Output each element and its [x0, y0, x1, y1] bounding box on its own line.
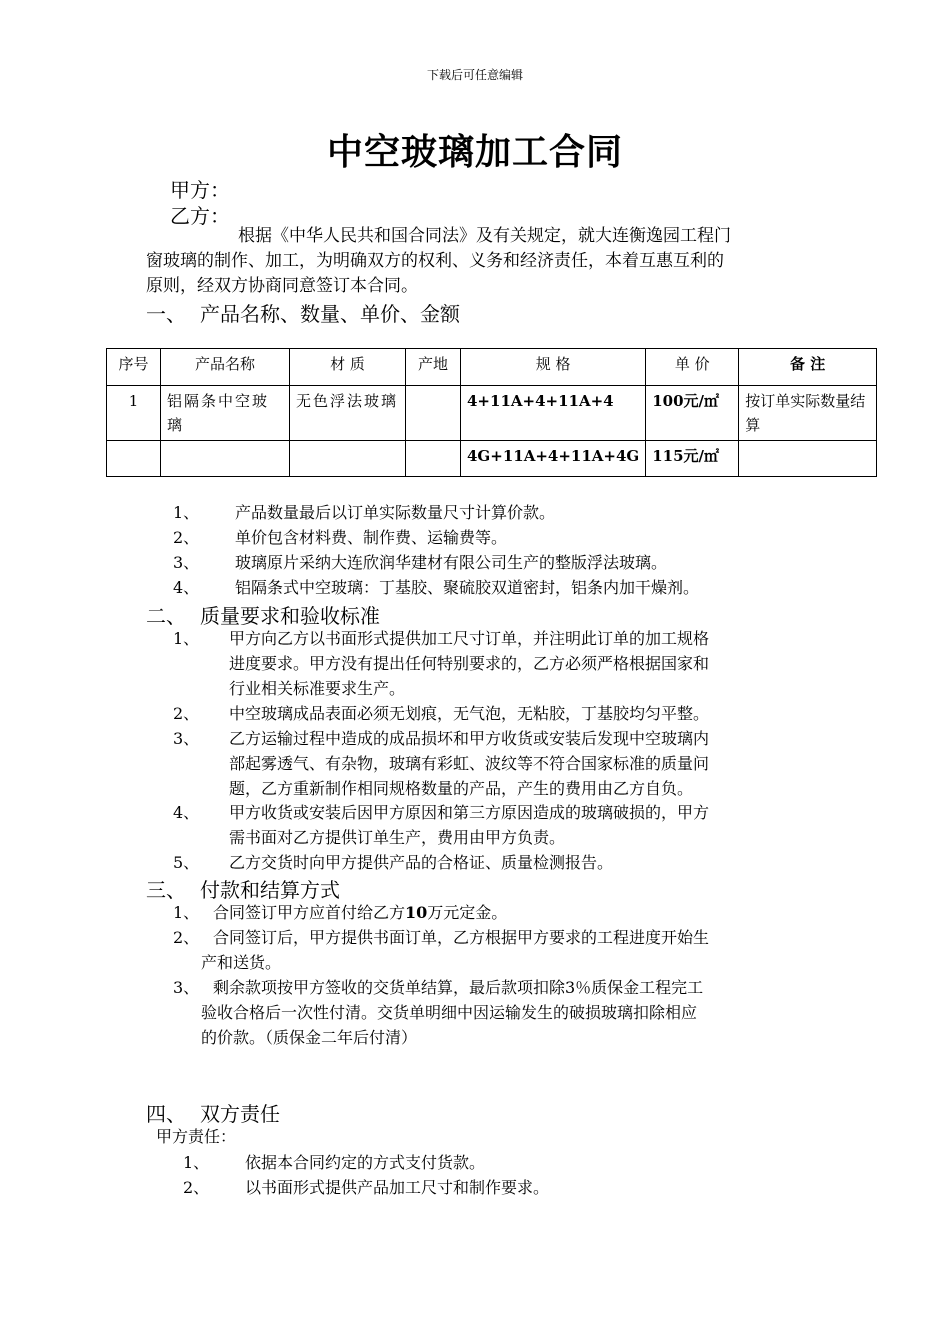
list-item-text: 单价包含材料费、制作费、运输费等。 — [235, 528, 508, 547]
deposit-text-post: 万元定金。 — [427, 903, 508, 922]
list-item-text — [213, 900, 507, 925]
list-item-text: 产品数量最后以订单实际数量尺寸计算价款。 — [235, 503, 556, 522]
list-item-number: 1、 — [173, 629, 200, 648]
cell-product: 铝隔条中空玻璃 — [161, 386, 290, 441]
list-item-text: 中空玻璃成品表面必须无划痕，无气泡，无粘胶，丁基胶均匀平整。 — [229, 704, 710, 723]
cell-index: 1 — [107, 386, 161, 441]
list-item-number: 3、 — [173, 729, 200, 748]
col-header-price: 单 价 — [646, 349, 739, 386]
list-item-number: 1、 — [173, 903, 200, 922]
list-item-number: 2、 — [173, 528, 200, 547]
cell-spec: 4+11A+4+11A+4 — [461, 386, 646, 441]
table-row — [107, 441, 877, 477]
table-row — [107, 386, 877, 441]
cell-product — [161, 441, 290, 477]
list-item-text: 行业相关标准要求生产。 — [229, 679, 406, 698]
list-item-number: 1、 — [183, 1153, 210, 1172]
intro-line-3: 原则，经双方协商同意签订本合同。 — [146, 276, 418, 296]
list-item-text: 题，乙方重新制作相同规格数量的产品，产生的费用由乙方自负。 — [229, 779, 694, 798]
cell-index — [107, 441, 161, 477]
section-2-number: 二、 — [146, 604, 186, 628]
section-4-title: 双方责任 — [200, 1102, 280, 1126]
col-header-remark: 备 注 — [739, 349, 877, 386]
list-item-text: 乙方交货时向甲方提供产品的合格证、质量检测报告。 — [229, 853, 614, 872]
list-item-text: 验收合格后一次性付清。交货单明细中因运输发生的破损玻璃扣除相应 — [201, 1003, 698, 1022]
intro-line-1: 根据《中华人民共和国合同法》及有关规定，就大连衡逸园工程门 — [238, 226, 731, 246]
party-b-label: 乙方： — [170, 204, 230, 228]
cell-material: 无色浮法玻璃 — [290, 386, 406, 441]
list-item-text: 铝隔条式中空玻璃：丁基胶、聚硫胶双道密封，铝条内加干燥剂。 — [235, 578, 700, 597]
list-item-number: 3、 — [173, 553, 200, 572]
cell-price: 100元/㎡ — [646, 386, 739, 441]
list-item-number: 2、 — [183, 1178, 210, 1197]
cell-material — [290, 441, 406, 477]
list-item — [173, 525, 873, 550]
col-header-origin: 产地 — [406, 349, 461, 386]
section-3-number: 三、 — [146, 878, 186, 902]
list-item-text: 玻璃原片采纳大连欣润华建材有限公司生产的整版浮法玻璃。 — [235, 553, 668, 572]
list-item-text: 乙方运输过程中造成的成品损坏和甲方收货或安装后发现中空玻璃内 — [229, 729, 710, 748]
header-note: 下载后可任意编辑 — [426, 68, 523, 82]
cell-price: 115元/㎡ — [646, 441, 739, 477]
party-a-duty-label: 甲方责任： — [156, 1127, 237, 1146]
list-item-text: 的价款。（质保金二年后付清） — [201, 1028, 418, 1047]
deposit-amount: 10 — [405, 903, 428, 922]
cell-remark: 按订单实际数量结算 — [739, 386, 877, 441]
col-header-spec: 规 格 — [461, 349, 646, 386]
product-table — [106, 348, 877, 477]
list-item-text: 剩余款项按甲方签收的交货单结算，最后款项扣除3％质保金工程完工 — [213, 978, 704, 997]
section-2-title: 质量要求和验收标准 — [200, 604, 380, 628]
list-item-number: 4、 — [173, 578, 200, 597]
list-item-number: 5、 — [173, 853, 200, 872]
list-item-text: 依据本合同约定的方式支付货款。 — [245, 1153, 486, 1172]
list-item-text: 进度要求。甲方没有提出任何特别要求的，乙方必须严格根据国家和 — [229, 654, 710, 673]
list-item-number: 2、 — [173, 704, 200, 723]
col-header-product: 产品名称 — [161, 349, 290, 386]
deposit-text-pre: 合同签订甲方应首付给乙方 — [213, 903, 406, 922]
section-1-title: 产品名称、数量、单价、金额 — [200, 302, 460, 326]
party-a-label: 甲方： — [170, 178, 230, 202]
section-4-number: 四、 — [146, 1102, 186, 1126]
list-item-text: 甲方收货或安装后因甲方原因和第三方原因造成的玻璃破损的，甲方 — [229, 803, 710, 822]
document-title: 中空玻璃加工合同 — [326, 131, 623, 173]
cell-remark — [739, 441, 877, 477]
list-item-text: 以书面形式提供产品加工尺寸和制作要求。 — [245, 1178, 550, 1197]
list-item-text: 需书面对乙方提供订单生产，费用由甲方负责。 — [229, 828, 566, 847]
col-header-index: 序号 — [107, 349, 161, 386]
list-item-number: 4、 — [173, 803, 200, 822]
cell-spec: 4G+11A+4+11A+4G — [461, 441, 646, 477]
section-3-title: 付款和结算方式 — [200, 878, 340, 902]
list-item-text: 部起雾透气、有杂物，玻璃有彩虹、波纹等不符合国家标准的质量问 — [229, 754, 710, 773]
list-item-text: 产和送货。 — [201, 953, 282, 972]
list-item-text: 甲方向乙方以书面形式提供加工尺寸订单，并注明此订单的加工规格 — [229, 629, 710, 648]
col-header-material: 材 质 — [290, 349, 406, 386]
list-item — [173, 550, 873, 575]
intro-line-2: 窗玻璃的制作、加工，为明确双方的权利、义务和经济责任，本着互惠互利的 — [146, 251, 724, 271]
list-item-number: 1、 — [173, 503, 200, 522]
list-item-number: 2、 — [173, 928, 200, 947]
list-item — [173, 575, 873, 600]
table-header-row — [107, 349, 877, 386]
list-item-text: 合同签订后，甲方提供书面订单，乙方根据甲方要求的工程进度开始生 — [213, 928, 710, 947]
section-1-number: 一、 — [146, 302, 186, 326]
list-item — [173, 500, 873, 525]
list-item-number: 3、 — [173, 978, 200, 997]
cell-origin — [406, 386, 461, 441]
cell-origin — [406, 441, 461, 477]
